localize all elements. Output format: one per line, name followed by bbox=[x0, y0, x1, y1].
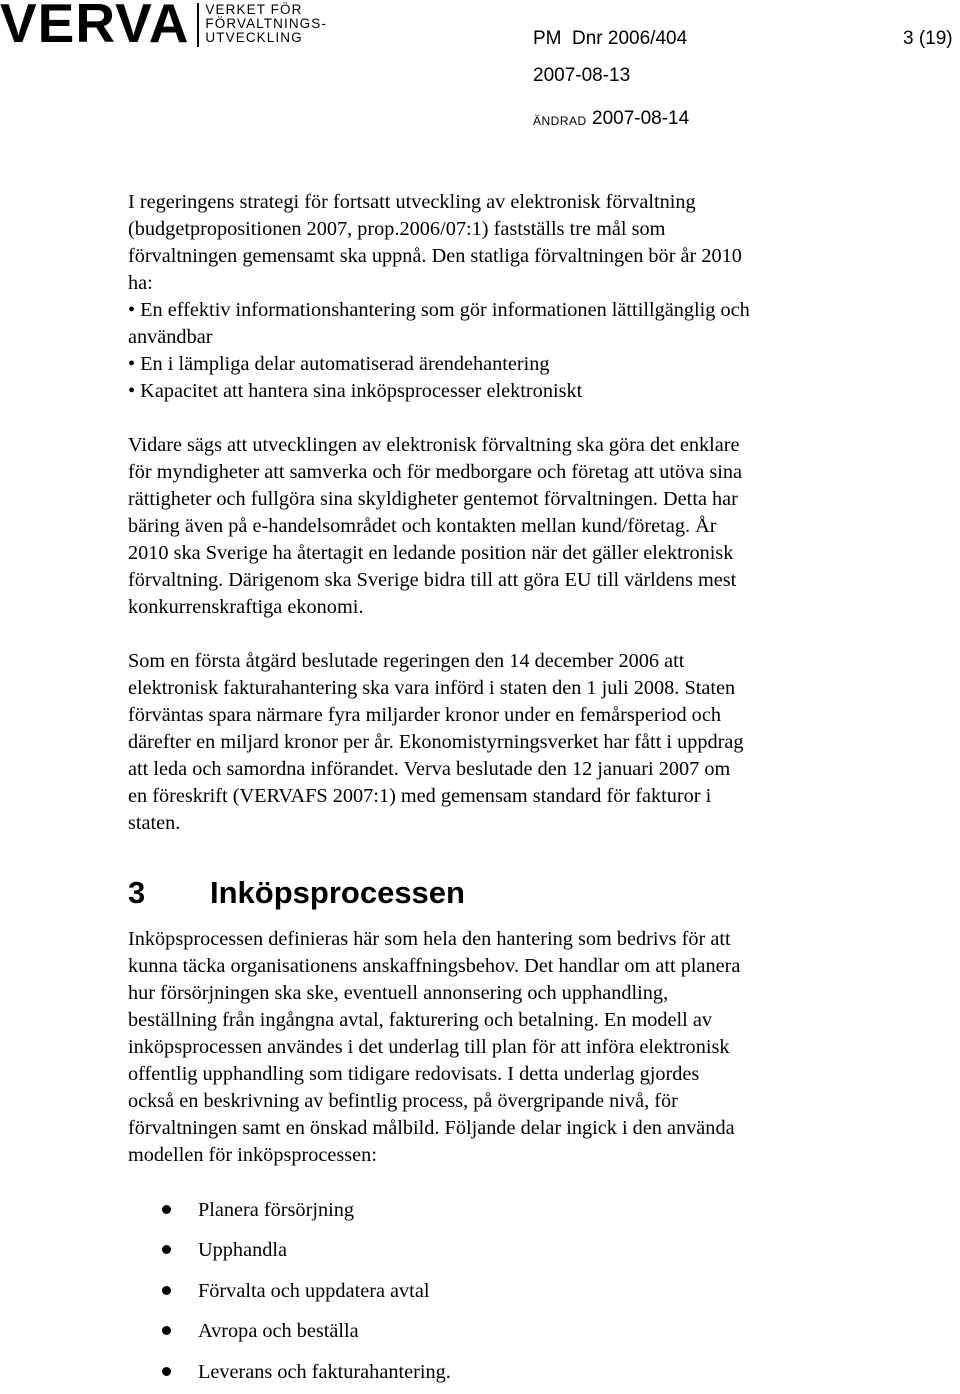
list-item bbox=[0, 1354, 451, 1394]
logo-wordmark: VERVA bbox=[0, 0, 190, 54]
text-line: förvaltningen samt en önskad målbild. Följande delar ingick i den använda bbox=[128, 1117, 735, 1139]
text-line: modellen för inköpsprocessen: bbox=[128, 1144, 377, 1166]
doc-type: PM bbox=[533, 28, 562, 49]
section-title: Inköpsprocessen bbox=[210, 875, 465, 910]
text-line: 2010 ska Sverige ha återtagit en ledande position när det gäller elektronisk bbox=[128, 542, 734, 564]
goal-item: • Kapacitet att hantera sina inköpsprocesser elektroniskt bbox=[128, 380, 583, 402]
process-parts-list bbox=[0, 1192, 451, 1394]
changed-date: 2007-08-14 bbox=[592, 108, 690, 129]
text-line: staten. bbox=[128, 812, 181, 834]
paragraph-egovernment bbox=[128, 432, 888, 621]
text-line: därefter en miljard kronor per år. Ekonomistyrningsverket har fått i uppdrag bbox=[128, 731, 744, 753]
verva-logo bbox=[0, 0, 327, 52]
goal-item: • En i lämpliga delar automatiserad ärendehantering bbox=[128, 353, 550, 375]
text-line: förvaltningen gemensamt ska uppnå. Den statliga förvaltningen bör år 2010 bbox=[128, 245, 742, 267]
bullet-icon bbox=[162, 1367, 171, 1376]
goal-item-continued: användbar bbox=[128, 326, 213, 348]
list-item bbox=[0, 1273, 451, 1313]
text-line: bäring även på e-handelsområdet och kontakten mellan kund/företag. År bbox=[128, 515, 717, 537]
text-line: att leda och samordna införandet. Verva beslutade den 12 januari 2007 om bbox=[128, 758, 731, 780]
text-line: offentlig upphandling som tidigare redovisats. I detta underlag gjordes bbox=[128, 1063, 700, 1085]
text-line: också en beskrivning av befintlig process, på övergripande nivå, för bbox=[128, 1090, 678, 1112]
goal-item: • En effektiv informationshantering som gör informationen lättillgänglig och bbox=[128, 299, 750, 321]
text-line: för myndigheter att samverka och för medborgare och företag att utöva sina bbox=[128, 461, 743, 483]
paragraph-procurement bbox=[128, 926, 888, 1169]
text-line: förvaltning. Därigenom ska Sverige bidra till att göra EU till världens mest bbox=[128, 569, 737, 591]
bullet-icon bbox=[162, 1286, 171, 1295]
text-line: elektronisk fakturahantering ska vara införd i staten den 1 juli 2008. Staten bbox=[128, 677, 736, 699]
section-heading bbox=[128, 873, 465, 913]
doc-date: 2007-08-13 bbox=[533, 65, 631, 86]
text-line: hur försörjningen ska ske, eventuell annonsering och upphandling, bbox=[128, 982, 669, 1004]
list-item bbox=[0, 1232, 451, 1272]
text-line: rättigheter och fullgöra sina skyldigheter gentemot förvaltningen. Detta har bbox=[128, 488, 738, 510]
text-line: Som en första åtgärd beslutade regeringen den 14 december 2006 att bbox=[128, 650, 685, 672]
logo-subtitle-line-1: VERKET FÖR bbox=[205, 2, 303, 17]
bullet-icon bbox=[162, 1326, 171, 1335]
logo-subtitle-line-2: FÖRVALTNINGS- bbox=[205, 16, 327, 31]
logo-subtitle-line-3: UTVECKLING bbox=[205, 30, 303, 45]
list-item-label: Leverans och fakturahantering. bbox=[198, 1360, 451, 1383]
logo-divider bbox=[197, 3, 199, 47]
text-line: Inköpsprocessen definieras här som hela den hantering som bedrivs för att bbox=[128, 928, 731, 950]
doc-number: Dnr 2006/404 bbox=[572, 28, 688, 49]
bullet-icon bbox=[162, 1205, 171, 1214]
text-line: kunna täcka organisationens anskaffningsbehov. Det handlar om att planera bbox=[128, 955, 741, 977]
page-number: 3 (19) bbox=[903, 28, 953, 49]
list-item-label: Upphandla bbox=[198, 1239, 287, 1262]
section-number: 3 bbox=[128, 875, 146, 910]
logo-subtitle bbox=[205, 3, 327, 45]
text-line: (budgetpropositionen 2007, prop.2006/07:1) fastställs tre mål som bbox=[128, 218, 666, 240]
bullet-icon bbox=[162, 1245, 171, 1254]
changed-label: ÄNDRAD bbox=[533, 114, 587, 128]
text-line: en föreskrift (VERVAFS 2007:1) med gemensam standard för fakturor i bbox=[128, 785, 712, 807]
paragraph-invoicing bbox=[128, 648, 888, 837]
list-item bbox=[0, 1192, 451, 1232]
text-line: ha: bbox=[128, 272, 153, 294]
intro-paragraph bbox=[128, 189, 888, 405]
text-line: Vidare sägs att utvecklingen av elektronisk förvaltning ska göra det enklare bbox=[128, 434, 740, 456]
text-line: förväntas spara närmare fyra miljarder kronor under en femårsperiod och bbox=[128, 704, 721, 726]
list-item-label: Planera försörjning bbox=[198, 1199, 355, 1221]
list-item bbox=[0, 1313, 451, 1353]
list-item-label: Förvalta och uppdatera avtal bbox=[198, 1279, 430, 1302]
text-line: beställning från ingångna avtal, fakturering och betalning. En modell av bbox=[128, 1009, 713, 1031]
text-line: I regeringens strategi för fortsatt utveckling av elektronisk förvaltning bbox=[128, 191, 696, 213]
text-line: inköpsprocessen användes i det underlag till plan för att införa elektronisk bbox=[128, 1036, 730, 1058]
list-item-label: Avropa och beställa bbox=[198, 1320, 359, 1343]
text-line: konkurrenskraftiga ekonomi. bbox=[128, 596, 364, 618]
